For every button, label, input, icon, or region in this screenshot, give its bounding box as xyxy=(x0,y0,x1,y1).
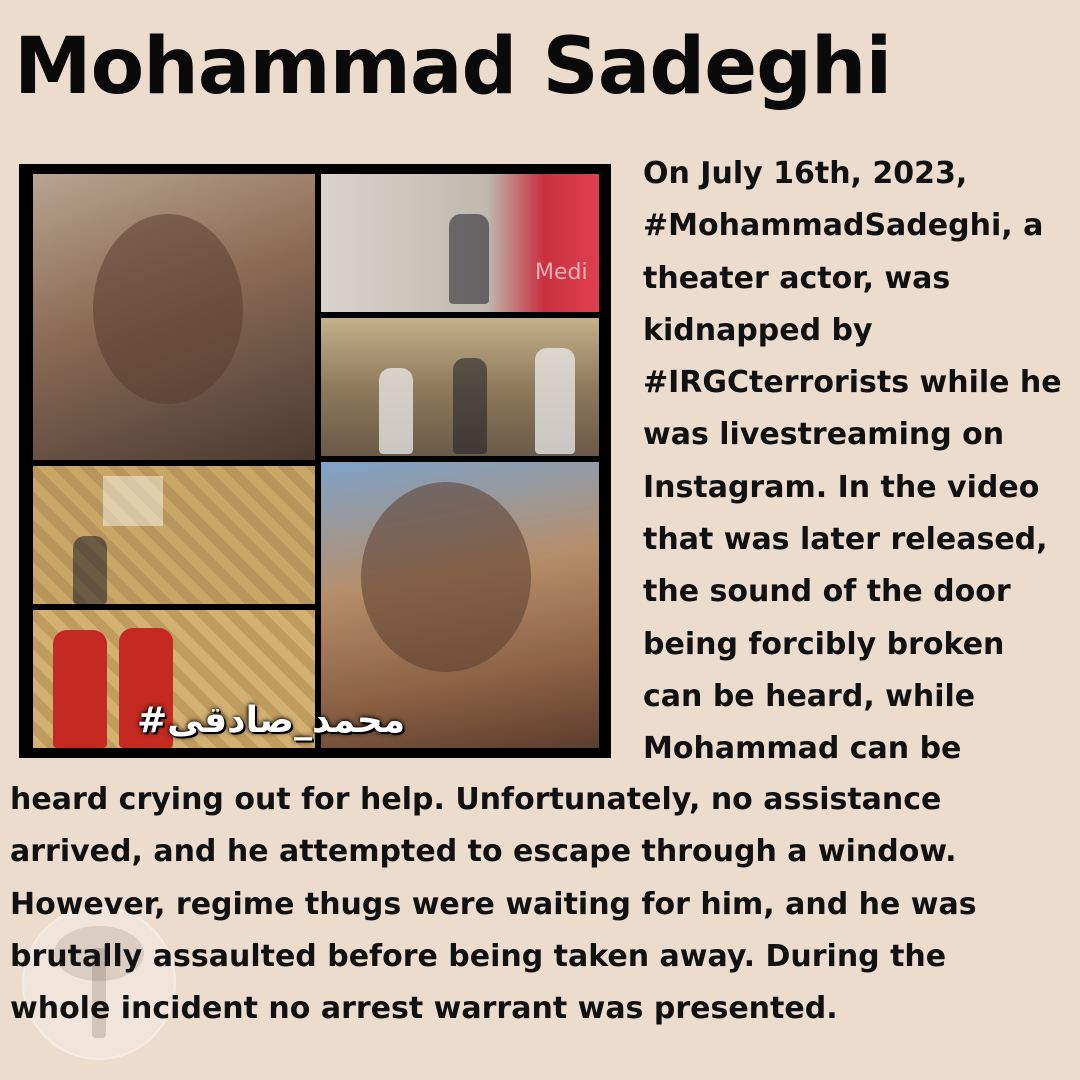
officer-figure xyxy=(535,348,575,454)
text-line: Mohammad can be xyxy=(643,731,962,767)
wall-climb-photo xyxy=(33,466,315,604)
photo-collage xyxy=(19,164,611,758)
side-paragraph xyxy=(643,148,1080,776)
person-figure xyxy=(73,536,107,604)
photo-watermark-text: Medi xyxy=(535,260,588,285)
text-line: theater actor, was xyxy=(643,260,951,296)
firefighter-figure xyxy=(53,630,107,748)
text-line: was livestreaming on xyxy=(643,417,1005,453)
text-line: can be heard, while xyxy=(643,678,976,714)
text-line: brutally assaulted before being taken away. During the xyxy=(10,938,947,974)
page-title: Mohammad Sadeghi xyxy=(14,22,892,112)
text-line: being forcibly broken xyxy=(643,626,1005,662)
text-line: the sound of the door xyxy=(643,574,1011,610)
text-line: #MohammadSadeghi, a xyxy=(643,208,1044,244)
text-line: arrived, and he attempted to escape through a window. xyxy=(10,834,957,870)
officer-figure xyxy=(379,368,413,454)
text-line: heard crying out for help. Unfortunately, no assistance xyxy=(10,782,942,817)
text-line: On July 16th, 2023, xyxy=(643,156,968,191)
officer-figure xyxy=(453,358,487,454)
person-figure xyxy=(449,214,489,304)
window-shape xyxy=(103,476,163,526)
window-photo xyxy=(321,174,599,312)
portrait-photo xyxy=(33,174,315,460)
face-shape xyxy=(361,482,531,672)
text-line: that was later released, xyxy=(643,522,1048,558)
text-line: whole incident no arrest warrant was presented. xyxy=(10,991,838,1027)
bottom-paragraph xyxy=(10,774,1070,1035)
text-line: However, regime thugs were waiting for him, and he was xyxy=(10,886,977,922)
persian-hashtag: #محمد_صادقی xyxy=(137,700,406,741)
text-line: #IRGCterrorists while he xyxy=(643,365,1062,401)
officers-photo xyxy=(321,318,599,456)
face-shape xyxy=(93,214,243,404)
text-line: kidnapped by xyxy=(643,312,873,348)
text-line: Instagram. In the video xyxy=(643,469,1040,505)
